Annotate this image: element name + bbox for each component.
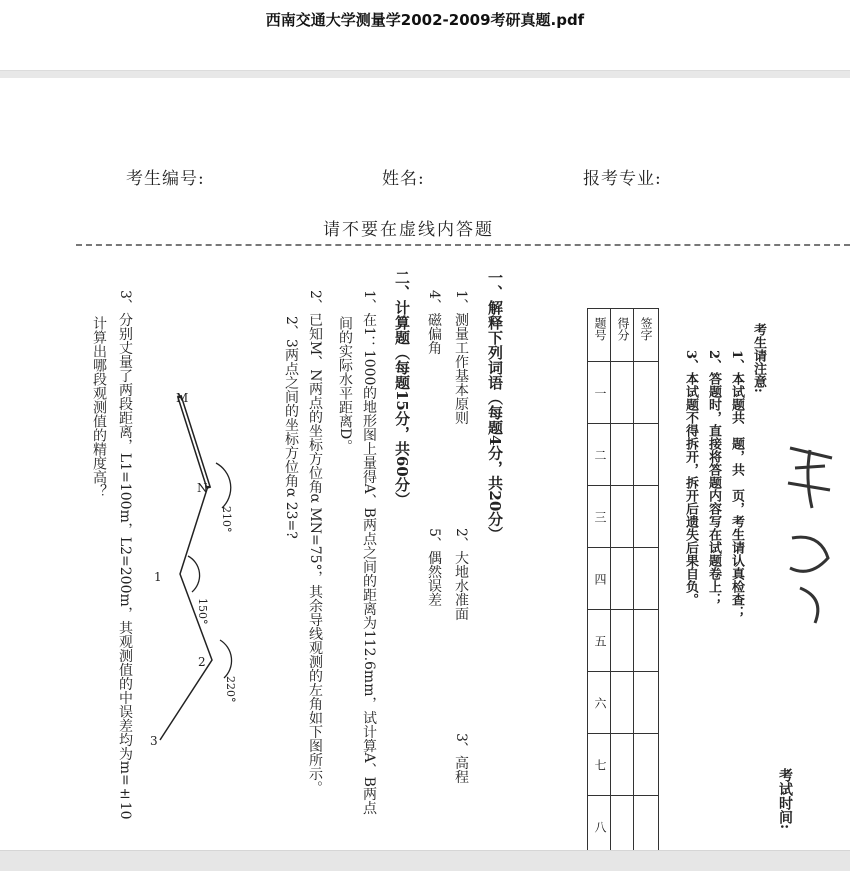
score-row-label: 题号 (593, 317, 607, 341)
name-label: 姓名: (382, 169, 425, 189)
question-3-line-1: 3、分别丈量了两段距离，L1=100m，L2=200m，其观测值的中误差均为m=±10 (117, 290, 133, 820)
traverse-diagram (140, 378, 270, 758)
score-column-header: 二 (593, 449, 607, 461)
question-2-line-2: 2、3两点之间的坐标方位角α 23=? (283, 316, 299, 539)
document-title: 西南交通大学测量学2002-2009考研真题.pdf (265, 11, 585, 29)
angle-label-220: 220° (224, 676, 237, 703)
score-column-header: 七 (593, 759, 607, 771)
point-2-label: 2 (198, 655, 206, 669)
term-4: 4、磁偏角 (426, 290, 442, 355)
section1-heading: 一、解释下列词语（每题4分，共20分） (486, 270, 504, 542)
score-column-header: 一 (593, 387, 607, 399)
score-row-label: 签字 (639, 317, 653, 341)
handwritten-signature (770, 438, 850, 638)
point-m-label: M (176, 391, 189, 405)
question-2-line-1: 2、已知M、N两点的坐标方位角α MN=75°，其余导线观测的左角如下图所示。 (307, 290, 323, 795)
notice-item-3: 3、本试题不得拆开，拆开后遗失后果自负。 (683, 350, 698, 607)
major-label: 报考专业: (583, 169, 662, 189)
point-n-label: N (197, 481, 208, 495)
question-1-line-1: 1、在1：1000的地形图上量得A、B两点之间的距离为112.6mm，试计算A、B两点 (361, 290, 377, 815)
point-1-label: 1 (154, 570, 162, 584)
score-row-label: 得分 (616, 317, 630, 341)
question-1-line-2: 间的实际水平距离D。 (337, 316, 353, 454)
notice-item-2: 2、答题时，直接将答题内容写在试题卷上； (706, 350, 721, 607)
score-column-header: 四 (593, 573, 607, 585)
scanned-exam-page (0, 78, 850, 850)
score-column-header: 六 (593, 697, 607, 709)
term-1: 1、测量工作基本原则 (453, 290, 469, 425)
exam-time-label: 考试时间: (777, 768, 793, 830)
viewer-bottom-band (0, 850, 850, 871)
document-title-bar (0, 0, 850, 70)
score-column-header: 三 (593, 511, 607, 523)
angle-label-150: 150° (196, 598, 209, 625)
examinee-number-label: 考生编号: (126, 169, 205, 189)
term-5: 5、偶然误差 (426, 528, 442, 607)
term-3: 3、高程 (453, 733, 469, 784)
no-answer-notice: 请不要在虚线内答题 (323, 220, 494, 240)
angle-label-210: 210° (220, 506, 233, 533)
notice-item-1: 1、本试题共 题，共 页，考生请认真检查； (729, 350, 744, 620)
term-2: 2、大地水准面 (453, 528, 469, 621)
score-column-header: 八 (593, 821, 607, 833)
notice-title: 考生请注意: (751, 323, 766, 393)
viewer-top-separator (0, 70, 850, 78)
point-3-label: 3 (150, 734, 158, 748)
score-column-header: 五 (593, 635, 607, 647)
score-table (587, 308, 659, 850)
dashed-cut-line (76, 244, 850, 246)
section2-heading: 二、计算题（每题15分，共60分） (393, 270, 411, 507)
question-3-line-2: 计算出哪段观测值的精度高？ (91, 316, 107, 498)
